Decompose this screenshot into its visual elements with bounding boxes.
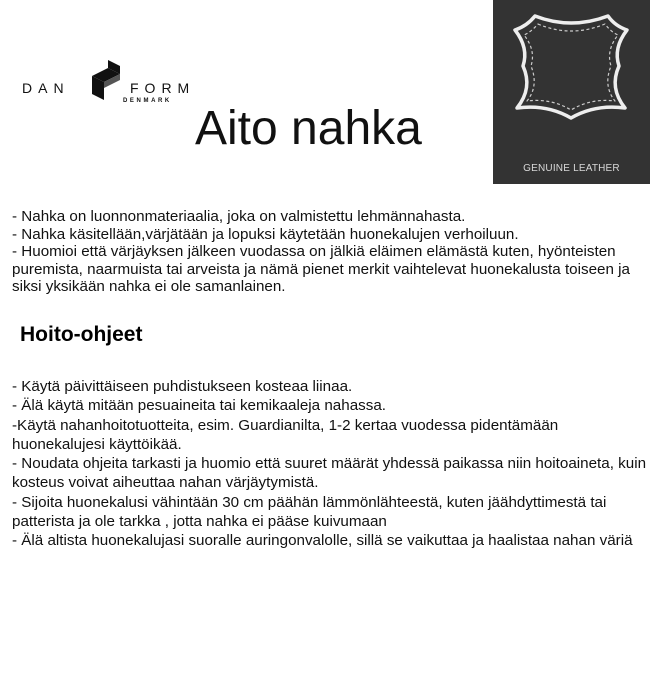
intro-line: - Huomioi että värjäyksen jälkeen vuodassa on jälkiä eläimen elämästä kuten, hyönteisten puremista, naarmuista tai arveista ja nämä pienet merkit vaihtelevat huonekalusta toiseen ja siksi yksikään nahka ei ole samanlainen. (12, 243, 630, 295)
genuine-leather-badge (493, 0, 650, 184)
leather-hide-icon (505, 8, 638, 123)
intro-text (12, 208, 652, 296)
care-item: - Älä altista huonekalujasi suoralle auringonvalolle, sillä se vaikuttaa ja haalistaa nahan väriä (12, 532, 633, 550)
care-item: - Noudata ohjeita tarkasti ja huomio että suuret määrät yhdessä paikassa niin hoitoaineta, kuin kosteus voivat aiheuttaa nahan värjäytymistä. (12, 455, 647, 492)
care-heading: Hoito-ohjeet (20, 323, 143, 346)
danform-cube-icon (86, 58, 126, 100)
care-item: -Käytä nahanhoitotuotteita, esim. Guardianilta, 1-2 kertaa vuodessa pidentämään huonekalujesi käyttöikää. (12, 416, 559, 453)
care-list (12, 377, 652, 551)
page-title: Aito nahka (195, 102, 422, 155)
logo-word-dan: DAN (22, 80, 70, 96)
care-item: - Älä käytä mitään pesuaineita tai kemikaaleja nahassa. (12, 397, 386, 415)
intro-line: - Nahka on luonnonmateriaalia, joka on valmistettu lehmännahasta. (12, 208, 466, 225)
brand-logo (20, 58, 200, 110)
badge-label: GENUINE LEATHER (523, 163, 620, 174)
care-item: - Sijoita huonekalusi vähintään 30 cm päähän lämmönlähteestä, kuten jäähdyttimestä tai patterista ja ole tarkka , jotta nahka ei pääse kuivumaan (12, 493, 607, 531)
care-item: - Käytä päivittäiseen puhdistukseen kosteaa liinaa. (12, 378, 353, 395)
logo-subtitle: DENMARK (123, 98, 172, 104)
logo-word-form: FORM (130, 80, 196, 96)
intro-line: - Nahka käsitellään,värjätään ja lopuksi käytetään huonekalujen verhoiluun. (12, 225, 519, 243)
